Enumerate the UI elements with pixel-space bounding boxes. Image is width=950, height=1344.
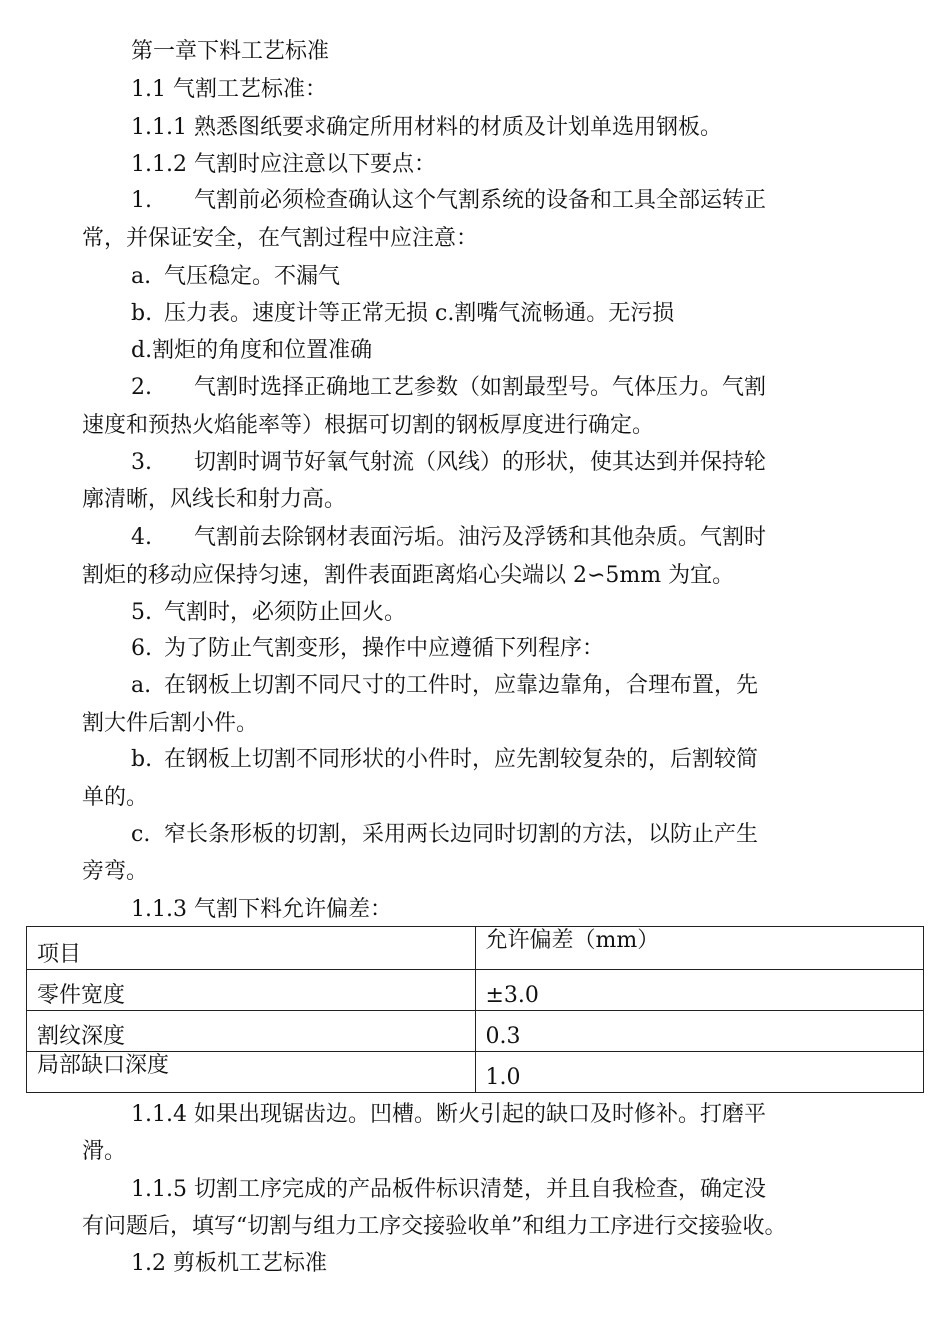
item-label: c. <box>131 822 151 847</box>
item-label: b. <box>131 747 153 772</box>
list-item: d.割炬的角度和位置准确 <box>131 338 373 363</box>
section-heading: 1.1 气割工艺标准： <box>131 77 327 102</box>
section-heading: 1.2 剪板机工艺标准 <box>131 1251 327 1276</box>
item-number: 1. <box>131 188 152 213</box>
table-cell: ±3.0 <box>475 970 924 1011</box>
item-text: 为了防止气割变形，操作中应遵循下列程序： <box>164 636 605 661</box>
list-item <box>131 448 766 478</box>
item-text: 气压稳定。不漏气 <box>164 264 341 289</box>
paragraph-continuation: 割大件后割小件。 <box>82 711 259 736</box>
item-number: 2. <box>131 375 152 400</box>
table-row <box>27 970 924 1011</box>
list-item <box>131 634 604 664</box>
list-item <box>131 262 340 292</box>
table-cell: 局部缺口深度 <box>27 1052 476 1093</box>
paragraph-continuation: 割炬的移动应保持匀速，割件表面距离焰心尖端以 2∽5mm 为宜。 <box>82 563 735 588</box>
paragraph: 1.1.2 气割时应注意以下要点： <box>131 152 436 177</box>
paragraph-continuation: 有问题后，填写“切割与组力工序交接验收单”和组力工序进行交接验收。 <box>82 1214 787 1239</box>
list-item <box>131 186 766 216</box>
table-cell: 零件宽度 <box>27 970 476 1011</box>
item-label: 6. <box>131 636 152 661</box>
item-text: 气割前去除钢材表面污垢。油污及浮锈和其他杂质。气割时 <box>194 525 767 550</box>
paragraph-continuation: 滑。 <box>82 1139 127 1164</box>
paragraph-continuation: 速度和预热火焰能率等）根据可切割的钢板厚度进行确定。 <box>82 413 655 438</box>
list-item <box>131 745 758 775</box>
deviation-table <box>26 926 924 1093</box>
table-cell: 0.3 <box>475 1011 924 1052</box>
item-text: 气割前必须检查确认这个气割系统的设备和工具全部运转正 <box>194 188 767 213</box>
table-cell: 割纹深度 <box>27 1011 476 1052</box>
list-item <box>131 598 406 628</box>
list-item <box>131 820 758 850</box>
paragraph-continuation: 旁弯。 <box>82 859 149 884</box>
item-text: 气割时选择正确地工艺参数（如割最型号。气体压力。气割 <box>194 375 767 400</box>
item-number: 4. <box>131 525 152 550</box>
table-header-cell: 允许偏差（mm） <box>475 927 924 970</box>
item-text: 窄长条形板的切割，采用两长边同时切割的方法，以防止产生 <box>164 822 759 847</box>
item-label: b. <box>131 301 153 326</box>
item-text: 压力表。速度计等正常无损 c.割嘴气流畅通。无污损 <box>164 301 675 326</box>
paragraph: 1.1.4 如果出现锯齿边。凹槽。断火引起的缺口及时修补。打磨平 <box>131 1102 766 1127</box>
item-label: 5. <box>131 600 152 625</box>
list-item <box>131 671 758 701</box>
item-number: 3. <box>131 450 152 475</box>
table-row <box>27 1052 924 1093</box>
paragraph-continuation: 单的。 <box>82 785 149 810</box>
section-heading: 1.1.3 气割下料允许偏差： <box>131 897 392 922</box>
item-label: a. <box>131 264 152 289</box>
item-text: 在钢板上切割不同尺寸的工件时，应靠边靠角，合理布置，先 <box>164 673 759 698</box>
table-row <box>27 1011 924 1052</box>
table-header-row <box>27 927 924 970</box>
paragraph: 1.1.5 切割工序完成的产品板件标识清楚，并且自我检查，确定没 <box>131 1177 766 1202</box>
item-text: 在钢板上切割不同形状的小件时，应先割较复杂的，后割较简 <box>164 747 759 772</box>
item-text: 切割时调节好氧气射流（风线）的形状，使其达到并保持轮 <box>194 450 767 475</box>
list-item <box>131 523 766 553</box>
item-label: a. <box>131 673 152 698</box>
paragraph-continuation: 廓清晰，风线长和射力高。 <box>82 487 347 512</box>
chapter-title: 第一章下料工艺标准 <box>131 39 330 64</box>
list-item <box>131 299 674 329</box>
table-cell: 1.0 <box>475 1052 924 1093</box>
paragraph: 1.1.1 熟悉图纸要求确定所用材料的材质及计划单选用钢板。 <box>131 115 722 140</box>
paragraph-continuation: 常，并保证安全，在气割过程中应注意： <box>82 226 479 251</box>
table-header-cell: 项目 <box>27 927 476 970</box>
item-text: 气割时，必须防止回火。 <box>164 600 407 625</box>
list-item <box>131 373 766 403</box>
